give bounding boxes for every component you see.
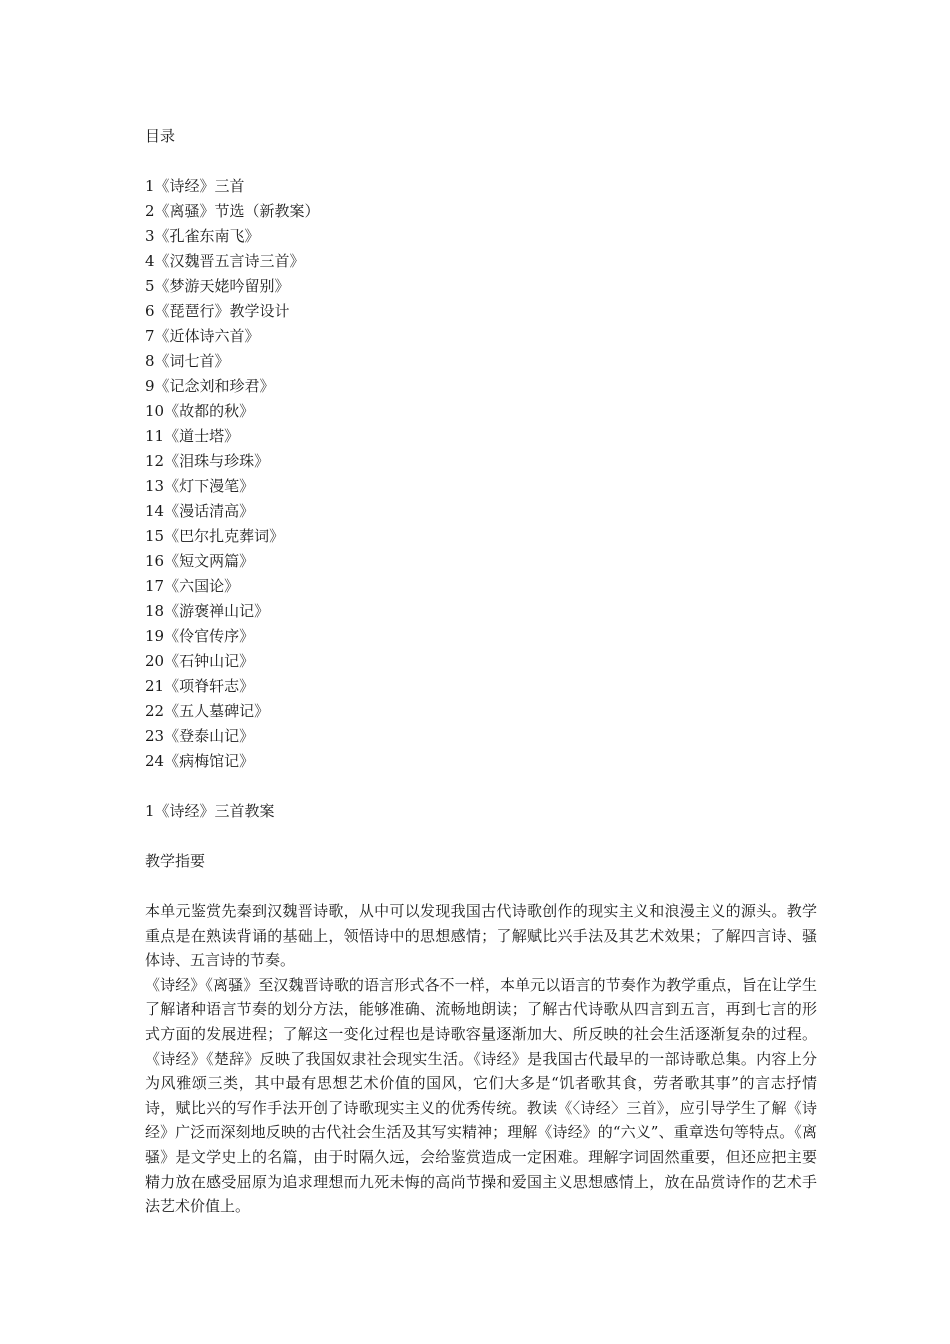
paragraph: 本单元鉴赏先秦到汉魏晋诗歌，从中可以发现我国古代诗歌创作的现实主义和浪漫主义的源头。教学重点是在熟读背诵的基础上，领悟诗中的思想感情；了解赋比兴手法及其艺术效果；了解四言诗、骚体诗、五言诗的节奏。: [145, 902, 817, 970]
toc-item: 24《病梅馆记》: [145, 752, 255, 770]
sub-heading: 教学指要: [145, 852, 206, 870]
paragraph: 《诗经》《离骚》至汉魏晋诗歌的语言形式各不一样，本单元以语言的节奏作为教学重点，旨在让学生了解诸种语言节奏的划分方法，能够准确、流畅地朗读；了解古代诗歌从四言到五言，再到七言的形式方面的发展进程；了解这一变化过程也是诗歌容量逐渐加大、所反映的社会生活逐渐复杂的过程。《诗经》《楚辞》反映了我国奴隶社会现实生活。《诗经》是我国古代最早的一部诗歌总集。内容上分为风雅颂三类，其中最有思想艺术价值的国风，它们大多是“饥者歌其食，劳者歌其事”的言志抒情诗，赋比兴的写作手法开创了诗歌现实主义的优秀传统。教读《〈诗经〉三首》，应引导学生了解《诗经》广泛而深刻地反映的古代社会生活及其写实精神；理解《诗经》的“六义”、重章迭句等特点。《离骚》是文学史上的名篇，由于时隔久远，会给鉴赏造成一定困难。理解字词固然重要，但还应把主要精力放在感受屈原为追求理想而九死未悔的高尚节操和爱国主义思想感情上，放在品赏诗作的艺术手法艺术价值上。: [145, 975, 817, 1216]
section-title: 1《诗经》三首教案: [145, 802, 275, 820]
toc-item: 10《故都的秋》: [145, 402, 255, 420]
toc-item: 7《近体诗六首》: [145, 327, 260, 345]
toc-item: 13《灯下漫笔》: [145, 477, 255, 495]
table-of-contents: [145, 174, 817, 774]
toc-item: 21《项脊轩志》: [145, 677, 255, 695]
toc-item: 20《石钟山记》: [145, 652, 255, 670]
toc-item: 6《琵琶行》教学设计: [145, 302, 290, 320]
toc-item: 18《游褒禅山记》: [145, 602, 270, 620]
toc-item: 23《登泰山记》: [145, 727, 255, 745]
toc-item: 19《伶官传序》: [145, 627, 255, 645]
document-page: [145, 124, 817, 1219]
toc-item: 17《六国论》: [145, 577, 240, 595]
toc-item: 16《短文两篇》: [145, 552, 255, 570]
toc-item: 12《泪珠与珍珠》: [145, 452, 270, 470]
toc-item: 5《梦游天姥吟留别》: [145, 277, 290, 295]
toc-item: 11《道士塔》: [145, 427, 240, 445]
toc-item: 14《漫话清高》: [145, 502, 255, 520]
body-text: [145, 899, 817, 1219]
toc-item: 9《记念刘和珍君》: [145, 377, 275, 395]
toc-item: 3《孔雀东南飞》: [145, 227, 260, 245]
toc-item: 4《汉魏晋五言诗三首》: [145, 252, 305, 270]
toc-item: 2《离骚》节选（新教案）: [145, 202, 320, 220]
toc-item: 8《词七首》: [145, 352, 230, 370]
toc-item: 1《诗经》三首: [145, 177, 245, 195]
toc-heading: 目录: [145, 127, 176, 145]
toc-item: 22《五人墓碑记》: [145, 702, 270, 720]
toc-item: 15《巴尔扎克葬词》: [145, 527, 285, 545]
